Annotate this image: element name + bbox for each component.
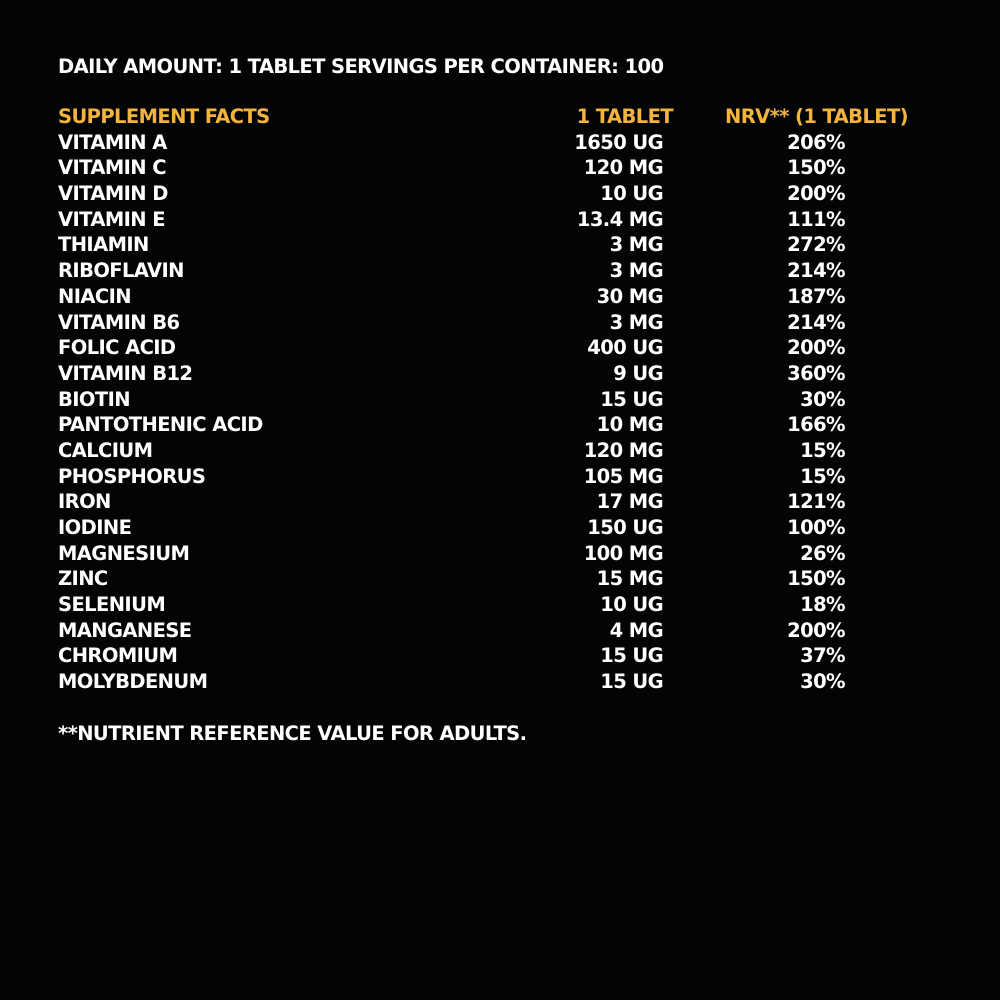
table-row <box>58 335 938 361</box>
nutrient-amount: 120 MG <box>583 156 663 180</box>
nutrient-name: FOLIC ACID <box>58 336 176 360</box>
nutrient-name: VITAMIN C <box>58 156 166 180</box>
nutrient-name: SELENIUM <box>58 593 166 617</box>
table-row <box>58 541 938 567</box>
nutrient-nrv: 200% <box>787 618 845 642</box>
table-row <box>58 284 938 310</box>
nutrient-nrv: 214% <box>787 259 845 283</box>
nutrient-name: VITAMIN E <box>58 207 165 231</box>
nutrient-nrv: 26% <box>800 541 845 565</box>
table-row <box>58 618 938 644</box>
nutrient-amount: 15 MG <box>596 567 663 591</box>
nutrient-amount: 400 UG <box>587 336 663 360</box>
nutrient-nrv: 200% <box>787 182 845 206</box>
nutrient-nrv: 272% <box>787 233 845 257</box>
table-row <box>58 669 938 695</box>
nutrient-nrv: 15% <box>800 464 845 488</box>
nutrient-name: VITAMIN B12 <box>58 361 193 385</box>
column-header-amount: 1 TABLET <box>576 105 673 128</box>
table-header-row <box>58 104 938 130</box>
nutrient-amount: 100 MG <box>583 541 663 565</box>
table-row <box>58 412 938 438</box>
table-row <box>58 207 938 233</box>
nutrient-nrv: 18% <box>800 593 845 617</box>
nutrient-name: THIAMIN <box>58 233 149 257</box>
table-row <box>58 232 938 258</box>
table-row <box>58 361 938 387</box>
table-row <box>58 387 938 413</box>
nutrient-amount: 15 UG <box>600 670 663 694</box>
nutrient-nrv: 150% <box>787 567 845 591</box>
nutrient-nrv: 111% <box>787 207 845 231</box>
nutrient-name: MAGNESIUM <box>58 541 190 565</box>
nutrient-amount: 150 UG <box>587 516 663 539</box>
table-row <box>58 310 938 336</box>
table-row <box>58 155 938 181</box>
table-row <box>58 258 938 284</box>
nutrient-name: RIBOFLAVIN <box>58 259 184 283</box>
nutrient-name: MANGANESE <box>58 618 192 642</box>
nutrient-amount: 13.4 MG <box>576 207 663 231</box>
nutrient-name: PANTOTHENIC ACID <box>58 413 263 437</box>
nutrient-nrv: 15% <box>800 438 845 462</box>
table-row <box>58 438 938 464</box>
nutrient-name: MOLYBDENUM <box>58 670 208 694</box>
table-row <box>58 643 938 669</box>
table-row <box>58 464 938 490</box>
nutrient-name: IODINE <box>58 516 132 539</box>
nutrient-amount: 15 UG <box>600 644 663 668</box>
supplement-facts-table <box>58 104 938 695</box>
nutrient-amount: 3 MG <box>609 233 663 257</box>
nutrient-name: NIACIN <box>58 284 131 308</box>
table-row <box>58 515 938 541</box>
nutrient-nrv: 187% <box>787 284 845 308</box>
table-row <box>58 181 938 207</box>
nutrient-amount: 3 MG <box>609 310 663 334</box>
nutrient-name: VITAMIN A <box>58 130 167 154</box>
table-body <box>58 130 938 695</box>
footnote: **NUTRIENT REFERENCE VALUE FOR ADULTS. <box>58 722 527 745</box>
nutrient-amount: 4 MG <box>609 618 663 642</box>
nutrient-amount: 120 MG <box>583 438 663 462</box>
nutrient-nrv: 150% <box>787 156 845 180</box>
table-row <box>58 489 938 515</box>
nutrient-amount: 15 UG <box>600 387 663 411</box>
nutrient-nrv: 121% <box>787 490 845 514</box>
nutrient-nrv: 214% <box>787 310 845 334</box>
table-row <box>58 130 938 156</box>
nutrient-nrv: 30% <box>800 670 845 694</box>
nutrient-amount: 10 MG <box>596 413 663 437</box>
nutrient-nrv: 100% <box>787 516 845 539</box>
nutrient-nrv: 360% <box>787 361 845 385</box>
nutrient-amount: 3 MG <box>609 259 663 283</box>
nutrient-amount: 105 MG <box>583 464 663 488</box>
nutrient-nrv: 166% <box>787 413 845 437</box>
nutrient-name: BIOTIN <box>58 387 130 411</box>
nutrient-nrv: 30% <box>800 387 845 411</box>
nutrient-name: PHOSPHORUS <box>58 464 206 488</box>
nutrient-amount: 9 UG <box>613 361 663 385</box>
nutrient-name: CHROMIUM <box>58 644 178 668</box>
nutrient-amount: 10 UG <box>600 182 663 206</box>
nutrient-name: VITAMIN B6 <box>58 310 180 334</box>
nutrient-nrv: 37% <box>800 644 845 668</box>
nutrient-name: CALCIUM <box>58 438 153 462</box>
nutrient-name: ZINC <box>58 567 108 591</box>
table-row <box>58 592 938 618</box>
nutrient-nrv: 206% <box>787 130 845 154</box>
nutrient-name: VITAMIN D <box>58 182 168 206</box>
nutrient-amount: 10 UG <box>600 593 663 617</box>
column-header-nrv: NRV** (1 TABLET) <box>725 105 908 128</box>
column-header-supplement-facts: SUPPLEMENT FACTS <box>58 105 270 128</box>
nutrient-name: IRON <box>58 490 111 514</box>
nutrient-amount: 1650 UG <box>574 130 663 154</box>
nutrient-amount: 30 MG <box>596 284 663 308</box>
daily-amount-header: DAILY AMOUNT: 1 TABLET SERVINGS PER CONTAINER: 100 <box>58 55 664 78</box>
nutrient-nrv: 200% <box>787 336 845 360</box>
table-row <box>58 566 938 592</box>
nutrient-amount: 17 MG <box>596 490 663 514</box>
